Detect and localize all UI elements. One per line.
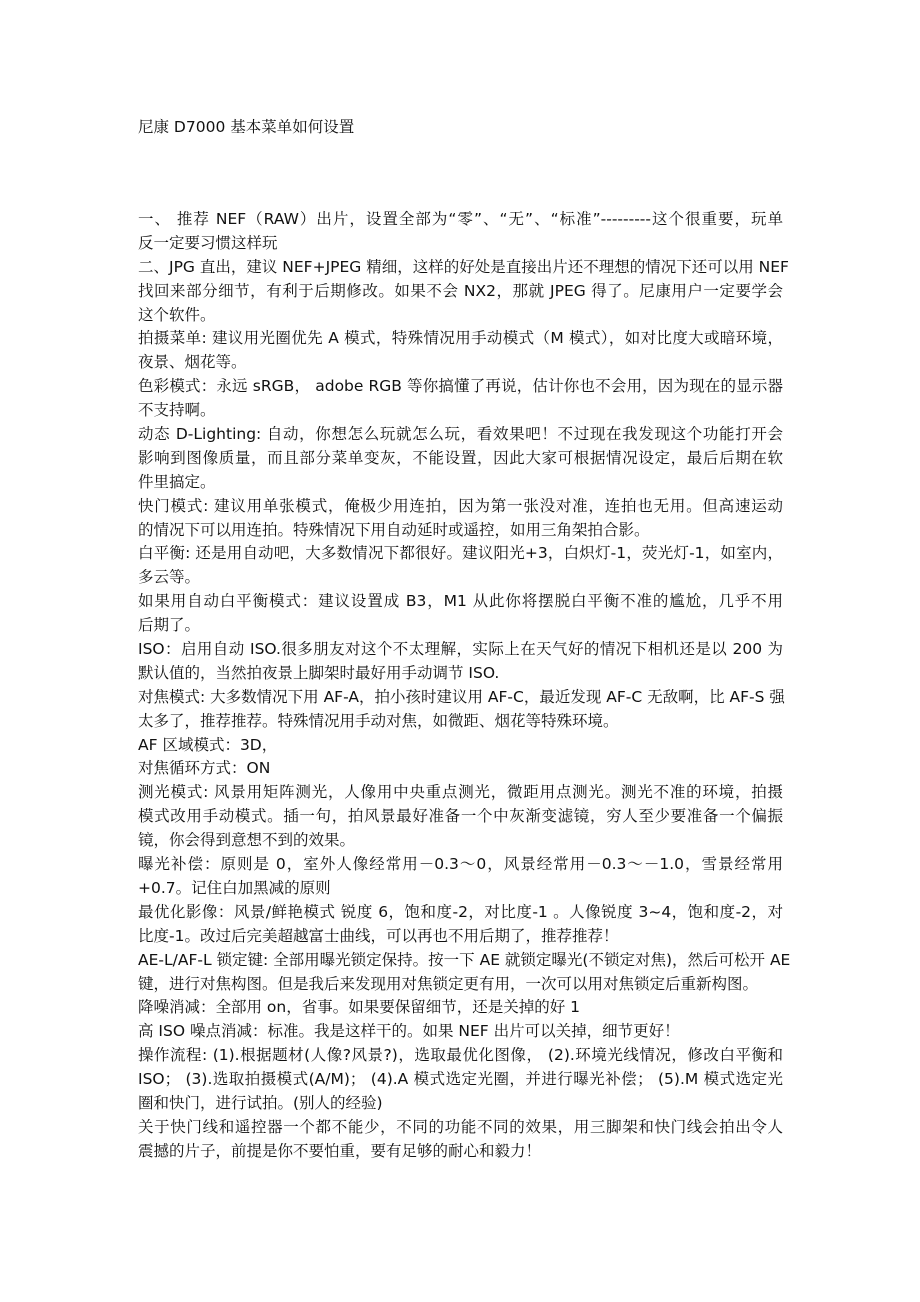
text-line: 曝光补偿：原则是 0，室外人像经常用－0.3～0，风景经常用－0.3～－1.0，雪景经常用: [138, 855, 783, 874]
text-line: 件里搞定。: [138, 472, 216, 491]
text-line: 模式改用手动模式。插一句，拍风景最好准备一个中灰渐变滤镜，穷人至少要准备一个偏振: [138, 807, 783, 826]
paragraph: [138, 375, 783, 423]
text-line: 找回来部分细节，有利于后期修改。如果不会 NX2，那就 JPEG 得了。尼康用户一定要学会: [138, 281, 783, 300]
text-line: +0.7。记住白加黑减的原则: [138, 878, 331, 897]
text-line: 不支持啊。: [138, 401, 216, 420]
document-body: [138, 208, 791, 1164]
text-line: 关于快门线和遥控器一个都不能少，不同的功能不同的效果，用三脚架和快门线会拍出令人: [138, 1117, 783, 1136]
paragraph: [138, 996, 783, 1020]
paragraph: [138, 1044, 783, 1116]
text-line: 的情况下可以用连拍。特殊情况下用自动延时或遥控，如用三角架拍合影。: [138, 520, 650, 539]
text-line: ISO； (3).选取拍摄模式(A/M)； (4).A 模式选定光圈，并进行曝光补偿； (5).M 模式选定光: [138, 1070, 783, 1089]
paragraph: [138, 853, 783, 901]
paragraph: [138, 208, 783, 256]
paragraph: [138, 949, 791, 997]
paragraph: [138, 901, 783, 949]
text-line: 这个软件。: [138, 305, 216, 324]
text-line: 测光模式: 风景用矩阵测光，人像用中央重点测光，微距用点测光。测光不准的环境，拍摄: [138, 783, 783, 802]
text-line: 快门模式: 建议用单张模式，俺极少用连拍，因为第一张没对准，连拍也无用。但高速运动: [138, 496, 783, 515]
paragraph: [138, 638, 783, 686]
paragraph: [138, 1116, 783, 1164]
paragraph: [138, 1020, 783, 1044]
paragraph: [138, 757, 783, 781]
text-line: 多云等。: [138, 568, 201, 587]
paragraph: [138, 256, 789, 328]
text-line: 太多了，推荐推荐。特殊情况用手动对焦，如微距、烟花等特殊环境。: [138, 711, 619, 730]
text-line: 反一定要习惯这样玩: [138, 233, 278, 252]
text-line: 圈和快门，进行试拍。(别人的经验): [138, 1093, 383, 1112]
text-line: 镜，你会得到意想不到的效果。: [138, 831, 356, 850]
paragraph: [138, 542, 783, 590]
text-line: ISO：启用自动 ISO.很多朋友对这个不太理解，实际上在天气好的情况下相机还是以 200 为: [138, 640, 783, 659]
text-line: 高 ISO 噪点消减：标准。我是这样干的。如果 NEF 出片可以关掉，细节更好！: [138, 1022, 680, 1041]
text-line: 默认值的，当然拍夜景上脚架时最好用手动调节 ISO.: [138, 663, 500, 682]
text-line: 对焦循环方式：ON: [138, 759, 271, 778]
paragraph: [138, 781, 783, 853]
text-line: 操作流程: (1).根据题材(人像?风景?)，选取最优化图像， (2).环境光线情况，修改白平衡和: [138, 1046, 783, 1065]
text-line: AF 区域模式：3D，: [138, 735, 278, 754]
paragraph: [138, 495, 783, 543]
paragraph: [138, 327, 783, 375]
paragraph: [138, 686, 783, 734]
text-line: 后期了。: [138, 616, 201, 635]
text-line: 键，进行对焦构图。但是我后来发现用对焦锁定更有用，一次可以用对焦锁定后重新构图。: [138, 974, 759, 993]
document-title: 尼康 D7000 基本菜单如何设置: [138, 118, 355, 136]
text-line: 比度-1。改过后完美超越富士曲线，可以再也不用后期了，推荐推荐！: [138, 926, 619, 945]
text-line: 动态 D-Lighting: 自动，你想怎么玩就怎么玩，看效果吧！不过现在我发现这个功能打开会: [138, 425, 783, 444]
text-line: AE-L/AF-L 锁定键: 全部用曝光锁定保持。按一下 AE 就锁定曝光(不锁定对焦)，然后可松开 AE: [138, 950, 791, 969]
text-line: 色彩模式：永远 sRGB， adobe RGB 等你搞懂了再说，估计你也不会用，因为现在的显示器: [138, 377, 783, 396]
text-line: 白平衡: 还是用自动吧，大多数情况下都很好。建议阳光+3，白炽灯-1，荧光灯-1，如室内，: [138, 544, 783, 563]
text-line: 拍摄菜单: 建议用光圈优先 A 模式，特殊情况用手动模式（M 模式），如对比度大或暗环境，: [138, 329, 783, 348]
text-line: 震撼的片子，前提是你不要怕重，要有足够的耐心和毅力！: [138, 1141, 542, 1160]
text-line: 影响到图像质量，而且部分菜单变灰，不能设置，因此大家可根据情况设定，最后后期在软: [138, 448, 783, 467]
text-line: 一、 推荐 NEF（RAW）出片，设置全部为“零”、“无”、“标准”---------这个很重要，玩单: [138, 210, 783, 228]
text-line: 对焦模式: 大多数情况下用 AF-A，拍小孩时建议用 AF-C，最近发现 AF-C 无敌啊，比 AF-S 强: [138, 687, 785, 706]
text-line: 如果用自动白平衡模式：建议设置成 B3，M1 从此你将摆脱白平衡不准的尴尬，几乎不用: [138, 592, 783, 611]
text-line: 夜景、烟花等。: [138, 353, 247, 372]
text-line: 最优化影像：风景/鲜艳模式 锐度 6，饱和度-2，对比度-1 。人像锐度 3~4，饱和度-2，对: [138, 902, 783, 921]
paragraph: [138, 590, 783, 638]
paragraph: [138, 423, 783, 495]
text-line: 二、JPG 直出，建议 NEF+JPEG 精细，这样的好处是直接出片还不理想的情况下还可以用 NEF: [138, 257, 789, 276]
text-line: 降噪消减：全部用 on，省事。如果要保留细节，还是关掉的好 1: [138, 998, 581, 1017]
paragraph: [138, 734, 783, 758]
